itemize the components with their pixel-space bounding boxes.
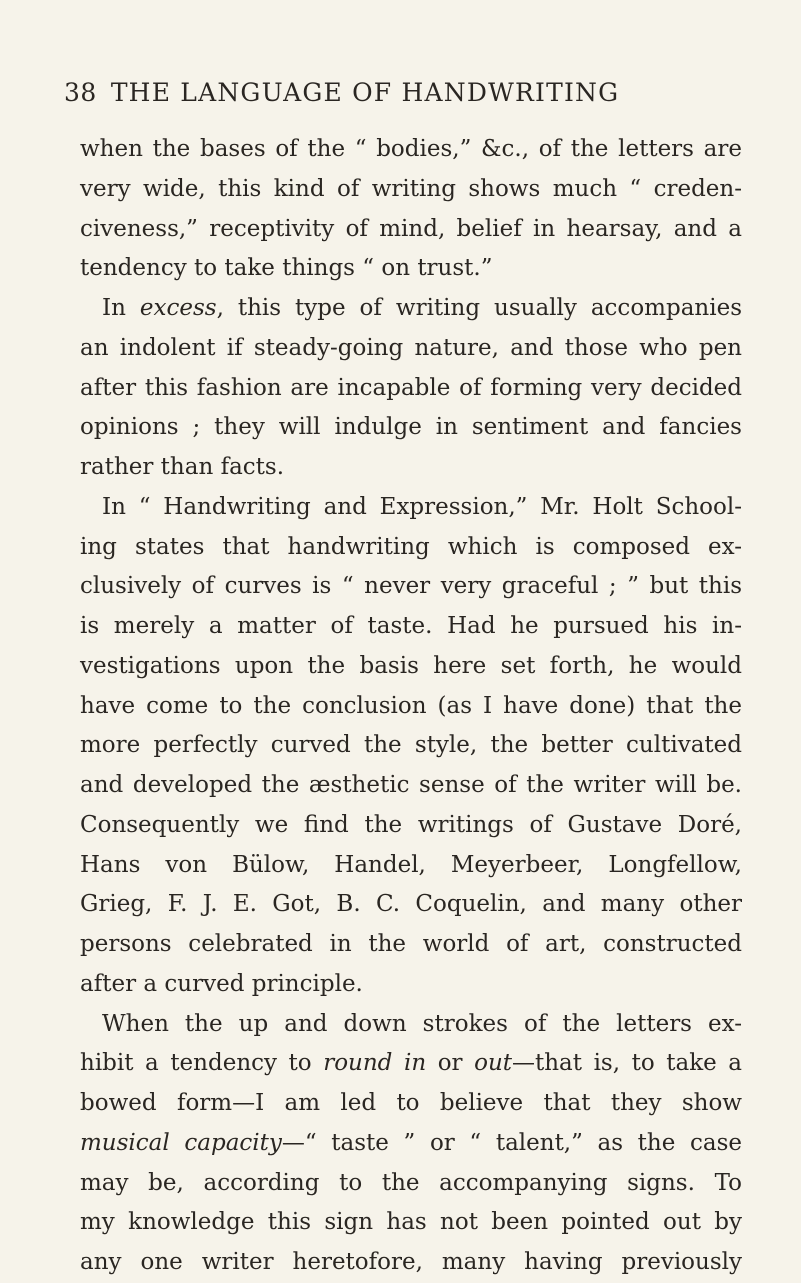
text-line: civeness,” receptivity of mind, belief in hearsay, and a xyxy=(80,215,742,242)
text-line: after a curved principle. xyxy=(80,970,363,997)
text-segment: In xyxy=(102,295,140,321)
text-line: Consequently we find the writings of Gustave Doré, xyxy=(80,811,742,838)
text-line: Grieg, F. J. E. Got, B. C. Coquelin, and many other xyxy=(80,891,742,918)
italic-text: round in xyxy=(323,1050,427,1077)
text-line: clusively of curves is “ never very graceful ; ” but this xyxy=(80,573,742,600)
italic-text: out xyxy=(474,1050,512,1077)
text-line xyxy=(80,1124,742,1164)
text-line: very wide, this kind of writing shows much “ creden- xyxy=(80,175,742,202)
text-line: more perfectly curved the style, the better cultivated xyxy=(80,732,742,759)
text-line xyxy=(80,289,742,329)
running-head: THE LANGUAGE OF HANDWRITING xyxy=(110,78,620,107)
text-line: after this fashion are incapable of forming very decided xyxy=(80,374,742,401)
text-line: an indolent if steady-going nature, and those who pen xyxy=(80,334,742,361)
text-line: may be, according to the accompanying signs. To xyxy=(80,1169,742,1196)
text-line: and developed the æsthetic sense of the writer will be. xyxy=(80,772,742,798)
text-segment: , this type of writing usually accompanies xyxy=(216,295,742,321)
text-line: any one writer heretofore, many having previously xyxy=(80,1249,742,1275)
text-line: when the bases of the “ bodies,” &c., of the letters are xyxy=(80,136,742,162)
text-line: tendency to take things “ on trust.” xyxy=(80,255,493,282)
text-line: my knowledge this sign has not been pointed out by xyxy=(80,1209,742,1236)
text-segment: hibit a tendency to xyxy=(80,1050,324,1077)
body-text xyxy=(80,130,742,1283)
italic-text: excess xyxy=(139,295,217,321)
text-line: vestigations upon the basis here set forth, he would xyxy=(80,652,742,679)
text-line: bowed form—I am led to believe that they show xyxy=(80,1090,742,1116)
text-segment: —that is, to take a xyxy=(512,1050,743,1077)
text-segment: —“ taste ” or “ talent,” as the case xyxy=(281,1129,742,1156)
text-line: opinions ; they will indulge in sentiment and fancies xyxy=(80,414,742,441)
italic-text: musical capacity xyxy=(80,1129,282,1156)
text-line: persons celebrated in the world of art, constructed xyxy=(80,931,742,957)
text-line: ing states that handwriting which is composed ex- xyxy=(80,533,742,560)
text-segment: or xyxy=(426,1050,475,1077)
page-header xyxy=(64,78,744,107)
text-line: is merely a matter of taste. Had he pursued his in- xyxy=(80,613,742,639)
text-line: When the up and down strokes of the letters ex- xyxy=(102,1010,742,1037)
text-line: In “ Handwriting and Expression,” Mr. Holt School- xyxy=(102,493,742,520)
text-line: rather than facts. xyxy=(80,454,285,480)
text-line: have come to the conclusion (as I have done) that the xyxy=(80,692,742,719)
page-number: 38 xyxy=(64,78,97,107)
text-line xyxy=(80,1044,742,1084)
text-line: Hans von Bülow, Handel, Meyerbeer, Longfellow, xyxy=(80,851,742,878)
